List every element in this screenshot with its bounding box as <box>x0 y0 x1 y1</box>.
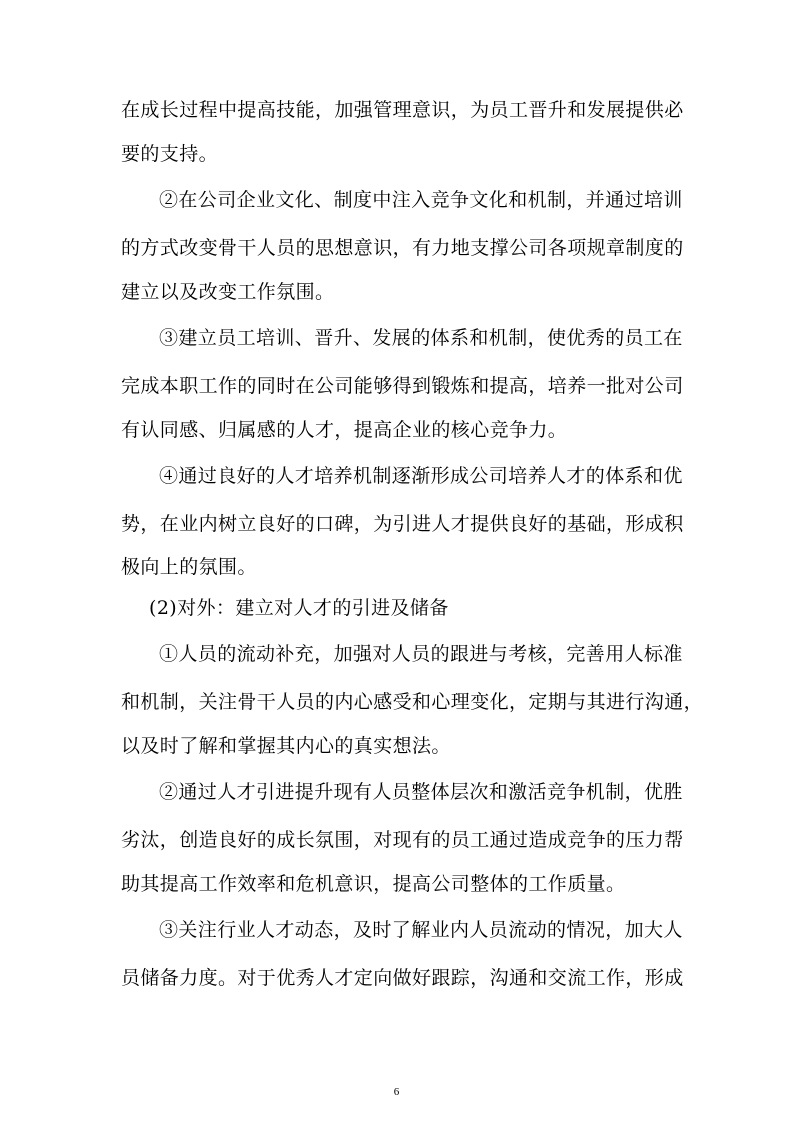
paragraph-line: ②在公司企业文化、制度中注入竞争文化和机制，并通过培训 <box>159 189 683 211</box>
paragraph-line: 劣汰，创造良好的成长氛围，对现有的员工通过造成竞争的压力帮 <box>121 829 684 851</box>
paragraph-line: 员储备力度。对于优秀人才定向做好跟踪，沟通和交流工作，形成 <box>121 967 684 989</box>
page-number: 6 <box>393 1086 400 1098</box>
paragraph-line: 势，在业内树立良好的口碑，为引进人才提供良好的基础，形成积 <box>121 513 684 535</box>
section-heading: (2)对外：建立对人才的引进及储备 <box>149 597 449 619</box>
paragraph-line: ③关注行业人才动态，及时了解业内人员流动的情况，加大人 <box>159 919 683 941</box>
paragraph-line: ④通过良好的人才培养机制逐渐形成公司培养人才的体系和优 <box>159 465 683 487</box>
paragraph-line: ②通过人才引进提升现有人员整体层次和激活竞争机制，优胜 <box>159 781 683 803</box>
paragraph-line: 以及时了解和掌握其内心的真实想法。 <box>121 735 451 757</box>
paragraph-line: 有认同感、归属感的人才，提高企业的核心竞争力。 <box>121 419 568 441</box>
paragraph-line: 极向上的氛围。 <box>121 556 257 578</box>
paragraph-line: 在成长过程中提高技能，加强管理意识，为员工晋升和发展提供必 <box>121 99 684 121</box>
paragraph-line: 的方式改变骨干人员的思想意识，有力地支撑公司各项规章制度的 <box>121 237 684 259</box>
paragraph-line: ①人员的流动补充，加强对人员的跟进与考核，完善用人标准 <box>159 643 683 665</box>
paragraph-line: 和机制，关注骨干人员的内心感受和心理变化，定期与其进行沟通， <box>121 691 704 713</box>
paragraph-line: ③建立员工培训、晋升、发展的体系和机制，使优秀的员工在 <box>159 327 683 349</box>
paragraph-line: 要的支持。 <box>121 143 219 165</box>
paragraph-line: 建立以及改变工作氛围。 <box>121 281 335 303</box>
paragraph-line: 助其提高工作效率和危机意识，提高公司整体的工作质量。 <box>121 873 626 895</box>
paragraph-line: 完成本职工作的同时在公司能够得到锻炼和提高，培养一批对公司 <box>121 375 684 397</box>
